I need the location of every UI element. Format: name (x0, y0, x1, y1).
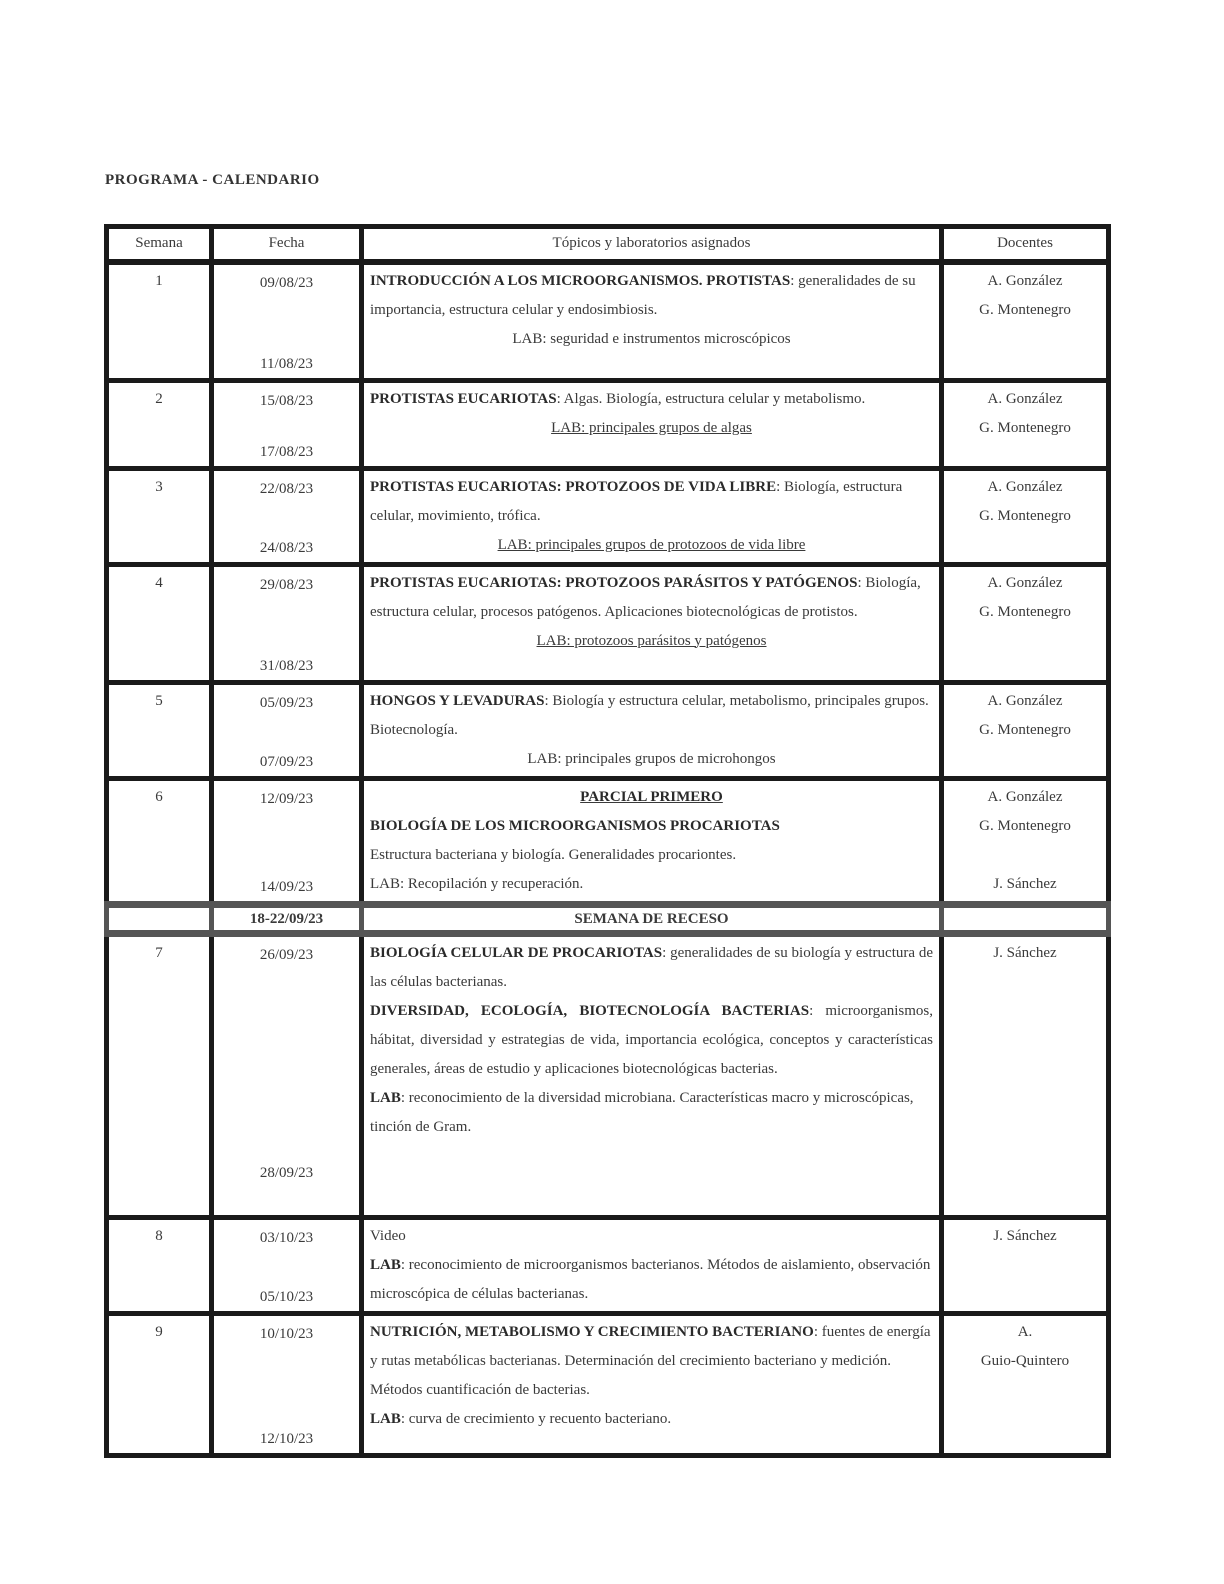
table-row (107, 933, 1109, 1217)
topic-cell (362, 262, 942, 380)
col-header-topicos: Tópicos y laboratorios asignados (362, 227, 942, 263)
table-row (107, 468, 1109, 564)
date-cell (212, 380, 362, 468)
week-number: 3 (107, 468, 212, 564)
lab-text: LAB: Recopilación y recuperación. (370, 875, 584, 892)
page-heading: PROGRAMA - CALENDARIO (105, 172, 320, 188)
lab-text: LAB: principales grupos de protozoos de vida libre (497, 536, 806, 553)
recess-date: 18-22/09/23 (212, 904, 362, 933)
lab-text: LAB: seguridad e instrumentos microscópicos (512, 331, 791, 347)
table-row (107, 682, 1109, 778)
lab-text: LAB: reconocimiento de microorganismos bacterianos. Métodos de aislamiento, observación microscópica de células bacterianas. (370, 1256, 931, 1302)
col-header-fecha: Fecha (212, 227, 362, 263)
teachers-cell: A. González G. Montenegro (942, 564, 1109, 682)
exam-title: PARCIAL PRIMERO (580, 788, 723, 805)
week-number: 5 (107, 682, 212, 778)
topic-text: PROTISTAS EUCARIOTAS: Algas. Biología, estructura celular y metabolismo. (370, 390, 866, 407)
topic-cell (362, 468, 942, 564)
date-2: 07/09/23 (259, 753, 314, 770)
date-cell (212, 1313, 362, 1455)
date-cell (212, 262, 362, 380)
topic-text: NUTRICIÓN, METABOLISMO Y CRECIMIENTO BACTERIANO: fuentes de energía y rutas metabólicas bacterianas. Determinación del crecimiento bacteriano y medición. Métodos cuantificación de bacterias. (370, 1323, 931, 1398)
date-cell (212, 468, 362, 564)
teachers-cell: A. Guio-Quintero (942, 1313, 1109, 1455)
teachers-cell: J. Sánchez (942, 1217, 1109, 1313)
topic-cell (362, 380, 942, 468)
week-number: 8 (107, 1217, 212, 1313)
teachers-cell: A. González G. Montenegro (942, 468, 1109, 564)
date-1: 29/08/23 (259, 576, 314, 593)
table-row (107, 1313, 1109, 1455)
teachers-cell: A. González G. Montenegro (942, 380, 1109, 468)
table-row (107, 778, 1109, 904)
topic-cell (362, 682, 942, 778)
topic-cell (362, 778, 942, 904)
date-cell (212, 564, 362, 682)
week-number: 4 (107, 564, 212, 682)
week-number: 1 (107, 262, 212, 380)
lab-text: LAB: principales grupos de microhongos (527, 750, 776, 767)
date-1: 03/10/23 (259, 1229, 314, 1246)
date-1: 22/08/23 (259, 480, 314, 497)
table-row (107, 262, 1109, 380)
teachers-cell: A. González G. Montenegro J. Sánchez (942, 778, 1109, 904)
topic-text-1: BIOLOGÍA CELULAR DE PROCARIOTAS: generalidades de su biología y estructura de las células bacterianas. (370, 944, 934, 990)
topic-cell (362, 564, 942, 682)
date-2: 05/10/23 (259, 1288, 314, 1305)
teachers-cell: A. González G. Montenegro (942, 682, 1109, 778)
lab-text: LAB: protozoos parásitos y patógenos (536, 632, 767, 649)
teachers-cell: A. González G. Montenegro (942, 262, 1109, 380)
date-2: 31/08/23 (259, 657, 314, 674)
recess-teachers (942, 904, 1109, 933)
week-number: 6 (107, 778, 212, 904)
topic-text: Video (370, 1227, 406, 1244)
lab-text: LAB: curva de crecimiento y recuento bacteriano. (370, 1410, 672, 1427)
col-header-docentes: Docentes (942, 227, 1109, 263)
date-cell (212, 682, 362, 778)
table-row (107, 564, 1109, 682)
recess-week (107, 904, 212, 933)
lab-text: LAB: reconocimiento de la diversidad microbiana. Características macro y microscópicas, tinción de Gram. (370, 1089, 914, 1135)
calendar-table (104, 224, 1111, 1458)
topic-text: Estructura bacteriana y biología. Generalidades procariontes. (370, 846, 737, 863)
topic-cell (362, 1217, 942, 1313)
table-row (107, 1217, 1109, 1313)
teachers-cell: J. Sánchez (942, 933, 1109, 1217)
date-2: 17/08/23 (259, 443, 314, 460)
table-row (107, 380, 1109, 468)
date-1: 12/09/23 (259, 790, 314, 807)
topic-text: INTRODUCCIÓN A LOS MICROORGANISMOS. PROTISTAS: generalidades de su importancia, estructura celular y endosimbiosis. (370, 273, 916, 318)
date-1: 09/08/23 (259, 275, 314, 291)
date-2: 28/09/23 (259, 1164, 314, 1181)
lab-text: LAB: principales grupos de algas (551, 419, 752, 436)
topic-heading: BIOLOGÍA DE LOS MICROORGANISMOS PROCARIOTAS (370, 817, 780, 834)
topic-text: PROTISTAS EUCARIOTAS: PROTOZOOS DE VIDA LIBRE: Biología, estructura celular, movimiento, trófica. (370, 478, 903, 524)
date-2: 11/08/23 (260, 355, 313, 372)
date-cell (212, 1217, 362, 1313)
recess-label: SEMANA DE RECESO (362, 904, 942, 933)
col-header-semana: Semana (107, 227, 212, 263)
recess-row (107, 904, 1109, 933)
topic-cell (362, 933, 942, 1217)
date-2: 14/09/23 (259, 878, 314, 895)
table-header-row (107, 227, 1109, 263)
date-1: 10/10/23 (259, 1325, 314, 1342)
date-cell (212, 933, 362, 1217)
week-number: 9 (107, 1313, 212, 1455)
topic-cell (362, 1313, 942, 1455)
date-2: 24/08/23 (259, 539, 314, 556)
date-cell (212, 778, 362, 904)
date-1: 05/09/23 (259, 694, 314, 711)
topic-text: HONGOS Y LEVADURAS: Biología y estructura celular, metabolismo, principales grupos. Biotecnología. (370, 692, 929, 738)
topic-text-2: DIVERSIDAD, ECOLOGÍA, BIOTECNOLOGÍA BACTERIAS: microorganismos, hábitat, diversidad y estrategias de vida, importancia ecológica, conceptos y características generales, áreas de estudio y aplicaciones biotecnológicas bacterias. (370, 1002, 934, 1077)
date-2: 12/10/23 (259, 1430, 314, 1447)
date-1: 15/08/23 (259, 392, 314, 409)
week-number: 7 (107, 933, 212, 1217)
week-number: 2 (107, 380, 212, 468)
topic-text: PROTISTAS EUCARIOTAS: PROTOZOOS PARÁSITOS Y PATÓGENOS: Biología, estructura celular, procesos patógenos. Aplicaciones biotecnológicas de protistos. (370, 574, 921, 620)
date-1: 26/09/23 (259, 946, 314, 963)
